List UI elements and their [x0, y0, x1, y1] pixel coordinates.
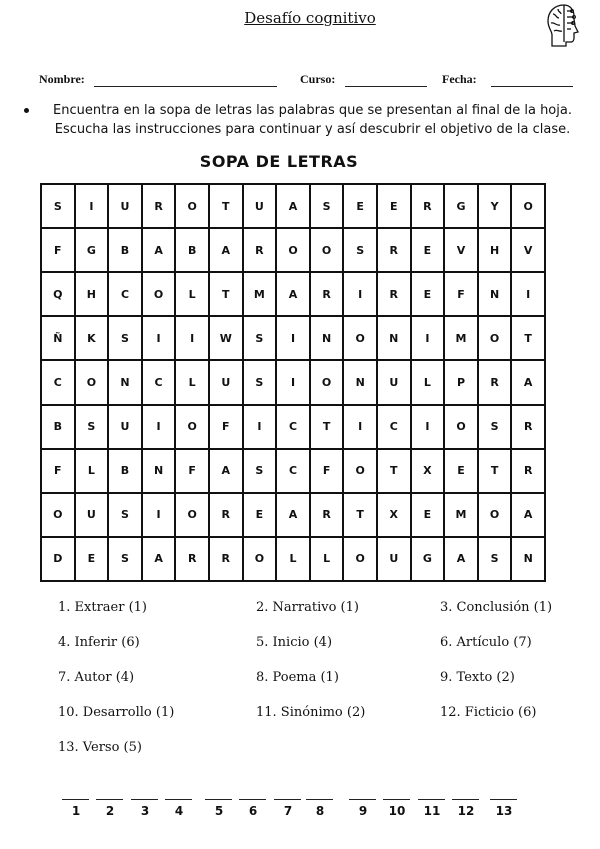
course-field[interactable] — [345, 86, 427, 87]
grid-cell[interactable]: N — [311, 317, 345, 361]
answer-blank[interactable] — [490, 799, 517, 800]
grid-cell[interactable]: O — [445, 406, 479, 450]
grid-cell[interactable]: E — [412, 229, 446, 273]
answer-blank[interactable] — [274, 799, 301, 800]
answer-blank[interactable] — [452, 799, 479, 800]
grid-cell[interactable]: O — [479, 317, 513, 361]
grid-cell[interactable]: N — [143, 450, 177, 494]
word-item: 3. Conclusión (1) — [440, 600, 553, 615]
grid-cell[interactable]: A — [277, 273, 311, 317]
grid-cell[interactable]: I — [143, 406, 177, 450]
word-item: 8. Poema (1) — [256, 670, 339, 685]
grid-cell[interactable]: F — [311, 450, 345, 494]
grid-cell[interactable]: X — [412, 450, 446, 494]
grid-cell[interactable]: O — [479, 494, 513, 538]
grid-cell[interactable]: A — [512, 361, 546, 405]
date-field[interactable] — [491, 86, 573, 87]
grid-cell[interactable]: L — [176, 273, 210, 317]
word-item: 6. Artículo (7) — [440, 635, 532, 650]
grid-cell[interactable]: S — [344, 229, 378, 273]
grid-cell[interactable]: I — [76, 185, 110, 229]
grid-cell[interactable]: L — [176, 361, 210, 405]
grid-cell[interactable]: O — [176, 406, 210, 450]
grid-cell[interactable]: O — [344, 538, 378, 582]
answer-number: 5 — [214, 804, 224, 818]
grid-cell[interactable]: N — [479, 273, 513, 317]
grid-cell[interactable]: B — [109, 229, 143, 273]
bullet-icon — [24, 108, 29, 113]
grid-cell[interactable]: I — [512, 273, 546, 317]
grid-cell[interactable]: M — [244, 273, 278, 317]
answer-blank[interactable] — [205, 799, 232, 800]
grid-cell[interactable]: N — [378, 317, 412, 361]
grid-cell[interactable]: A — [512, 494, 546, 538]
answer-number: 9 — [358, 804, 368, 818]
grid-cell[interactable]: F — [210, 406, 244, 450]
grid-cell[interactable]: V — [445, 229, 479, 273]
grid-cell[interactable]: O — [42, 494, 76, 538]
word-item: 2. Narrativo (1) — [256, 600, 359, 615]
grid-cell[interactable]: X — [378, 494, 412, 538]
grid-cell[interactable]: C — [277, 406, 311, 450]
grid-cell[interactable]: K — [76, 317, 110, 361]
grid-cell[interactable]: I — [143, 317, 177, 361]
grid-cell[interactable]: E — [412, 494, 446, 538]
answer-number: 11 — [423, 804, 441, 818]
answer-blank[interactable] — [306, 799, 333, 800]
grid-cell[interactable]: R — [378, 273, 412, 317]
grid-cell[interactable]: I — [412, 406, 446, 450]
grid-cell[interactable]: I — [344, 406, 378, 450]
word-item: 4. Inferir (6) — [58, 635, 140, 650]
grid-cell[interactable]: A — [143, 229, 177, 273]
grid-cell[interactable]: G — [412, 538, 446, 582]
name-label: Nombre: — [39, 72, 85, 86]
answer-number: 10 — [388, 804, 406, 818]
grid-cell[interactable]: G — [445, 185, 479, 229]
worksheet-title: Desafío cognitivo — [244, 9, 376, 27]
grid-cell[interactable]: N — [344, 361, 378, 405]
grid-cell[interactable]: T — [378, 450, 412, 494]
grid-cell[interactable]: G — [76, 229, 110, 273]
grid-cell[interactable]: E — [378, 185, 412, 229]
grid-cell[interactable]: Y — [479, 185, 513, 229]
grid-cell[interactable]: I — [244, 406, 278, 450]
answer-number: 12 — [457, 804, 475, 818]
answer-number: 8 — [315, 804, 325, 818]
grid-cell[interactable]: S — [109, 317, 143, 361]
word-item: 5. Inicio (4) — [256, 635, 333, 650]
grid-cell[interactable]: O — [311, 361, 345, 405]
answer-blank[interactable] — [239, 799, 266, 800]
answer-blank[interactable] — [349, 799, 376, 800]
grid-cell[interactable]: R — [143, 185, 177, 229]
grid-cell[interactable]: C — [277, 450, 311, 494]
grid-cell[interactable]: R — [512, 450, 546, 494]
answer-blank[interactable] — [62, 799, 89, 800]
grid-cell[interactable]: B — [176, 229, 210, 273]
grid-cell[interactable]: S — [244, 317, 278, 361]
grid-cell[interactable]: T — [512, 317, 546, 361]
grid-cell[interactable]: L — [412, 361, 446, 405]
grid-cell[interactable]: D — [42, 538, 76, 582]
grid-cell[interactable]: R — [311, 273, 345, 317]
instruction-line-2: Escucha las instrucciones para continuar y así descubrir el objetivo de la clase. — [54, 122, 571, 137]
grid-cell[interactable]: O — [344, 317, 378, 361]
grid-cell[interactable]: F — [42, 450, 76, 494]
word-item: 1. Extraer (1) — [58, 600, 148, 615]
answer-number: 1 — [71, 804, 81, 818]
grid-cell[interactable]: R — [210, 494, 244, 538]
course-label: Curso: — [300, 72, 336, 86]
grid-cell[interactable]: H — [479, 229, 513, 273]
grid-cell[interactable]: O — [311, 229, 345, 273]
grid-cell[interactable]: Ñ — [42, 317, 76, 361]
word-item: 7. Autor (4) — [58, 670, 135, 685]
word-item: 12. Ficticio (6) — [440, 705, 537, 720]
answer-number: 7 — [283, 804, 293, 818]
grid-cell[interactable]: R — [210, 538, 244, 582]
grid-cell[interactable]: A — [277, 185, 311, 229]
grid-cell[interactable]: S — [479, 538, 513, 582]
grid-cell[interactable]: L — [76, 450, 110, 494]
answer-blank[interactable] — [131, 799, 158, 800]
word-search-grid — [40, 183, 546, 582]
answer-number: 4 — [174, 804, 184, 818]
grid-cell[interactable]: S — [109, 538, 143, 582]
grid-cell[interactable]: O — [143, 273, 177, 317]
grid-cell[interactable]: U — [378, 538, 412, 582]
grid-cell[interactable]: T — [210, 273, 244, 317]
instruction-line-1: Encuentra en la sopa de letras las palabras que se presentan al final de la hoja. — [53, 103, 572, 118]
answer-number: 2 — [105, 804, 115, 818]
answer-blank[interactable] — [96, 799, 123, 800]
grid-cell[interactable]: R — [378, 229, 412, 273]
grid-cell[interactable]: S — [479, 406, 513, 450]
grid-cell[interactable]: F — [42, 229, 76, 273]
grid-cell[interactable]: E — [244, 494, 278, 538]
grid-cell[interactable]: R — [512, 406, 546, 450]
grid-cell[interactable]: C — [42, 361, 76, 405]
grid-cell[interactable]: R — [412, 185, 446, 229]
grid-cell[interactable]: A — [445, 538, 479, 582]
grid-cell[interactable]: C — [378, 406, 412, 450]
grid-cell[interactable]: B — [42, 406, 76, 450]
word-item: 10. Desarrollo (1) — [58, 705, 175, 720]
grid-cell[interactable]: T — [344, 494, 378, 538]
instructions — [24, 101, 584, 139]
grid-cell[interactable]: L — [277, 538, 311, 582]
grid-cell[interactable]: C — [109, 273, 143, 317]
grid-cell[interactable]: P — [445, 361, 479, 405]
grid-cell[interactable]: O — [512, 185, 546, 229]
grid-cell[interactable]: I — [143, 494, 177, 538]
grid-cell[interactable]: U — [244, 185, 278, 229]
answer-blank[interactable] — [418, 799, 445, 800]
grid-cell[interactable]: E — [412, 273, 446, 317]
grid-cell[interactable]: A — [143, 538, 177, 582]
grid-cell[interactable]: B — [109, 450, 143, 494]
grid-cell[interactable]: E — [445, 450, 479, 494]
grid-cell[interactable]: V — [512, 229, 546, 273]
answer-blank[interactable] — [383, 799, 410, 800]
grid-cell[interactable]: L — [311, 538, 345, 582]
grid-cell[interactable]: I — [277, 317, 311, 361]
word-item: 13. Verso (5) — [58, 740, 142, 755]
grid-cell[interactable]: I — [344, 273, 378, 317]
grid-cell[interactable]: R — [244, 229, 278, 273]
grid-cell[interactable]: A — [210, 450, 244, 494]
grid-cell[interactable]: T — [479, 450, 513, 494]
grid-cell[interactable]: S — [244, 361, 278, 405]
grid-cell[interactable]: F — [176, 450, 210, 494]
grid-cell[interactable]: A — [210, 229, 244, 273]
grid-cell[interactable]: I — [277, 361, 311, 405]
grid-cell[interactable]: Q — [42, 273, 76, 317]
grid-cell[interactable]: O — [277, 229, 311, 273]
puzzle-title: SOPA DE LETRAS — [199, 152, 359, 171]
grid-cell[interactable]: E — [344, 185, 378, 229]
grid-cell[interactable]: U — [109, 406, 143, 450]
grid-cell[interactable]: R — [311, 494, 345, 538]
grid-cell[interactable]: U — [378, 361, 412, 405]
grid-cell[interactable]: U — [210, 361, 244, 405]
brain-head-icon — [544, 2, 584, 50]
grid-cell[interactable]: U — [76, 494, 110, 538]
answer-number: 6 — [248, 804, 258, 818]
word-item: 9. Texto (2) — [440, 670, 515, 685]
grid-cell[interactable]: T — [311, 406, 345, 450]
answer-blank[interactable] — [165, 799, 192, 800]
grid-cell[interactable]: U — [109, 185, 143, 229]
grid-cell[interactable]: O — [244, 538, 278, 582]
grid-cell[interactable]: I — [176, 317, 210, 361]
grid-cell[interactable]: S — [109, 494, 143, 538]
name-field[interactable] — [94, 86, 277, 87]
answer-number: 13 — [495, 804, 513, 818]
grid-cell[interactable]: F — [445, 273, 479, 317]
grid-cell[interactable]: R — [479, 361, 513, 405]
grid-cell[interactable]: O — [176, 185, 210, 229]
grid-cell[interactable]: I — [412, 317, 446, 361]
grid-cell[interactable]: S — [244, 450, 278, 494]
answer-number: 3 — [140, 804, 150, 818]
grid-cell[interactable]: N — [512, 538, 546, 582]
grid-cell[interactable]: S — [76, 406, 110, 450]
grid-cell[interactable]: O — [76, 361, 110, 405]
grid-cell[interactable]: W — [210, 317, 244, 361]
grid-cell[interactable]: S — [311, 185, 345, 229]
grid-cell[interactable]: M — [445, 494, 479, 538]
grid-cell[interactable]: E — [76, 538, 110, 582]
grid-cell[interactable]: O — [176, 494, 210, 538]
grid-cell[interactable]: S — [42, 185, 76, 229]
word-item: 11. Sinónimo (2) — [256, 705, 366, 720]
grid-cell[interactable]: C — [143, 361, 177, 405]
grid-cell[interactable]: T — [210, 185, 244, 229]
grid-cell[interactable]: N — [109, 361, 143, 405]
grid-cell[interactable]: O — [344, 450, 378, 494]
grid-cell[interactable]: R — [176, 538, 210, 582]
grid-cell[interactable]: M — [445, 317, 479, 361]
date-label: Fecha: — [442, 72, 477, 86]
grid-cell[interactable]: H — [76, 273, 110, 317]
grid-cell[interactable]: A — [277, 494, 311, 538]
